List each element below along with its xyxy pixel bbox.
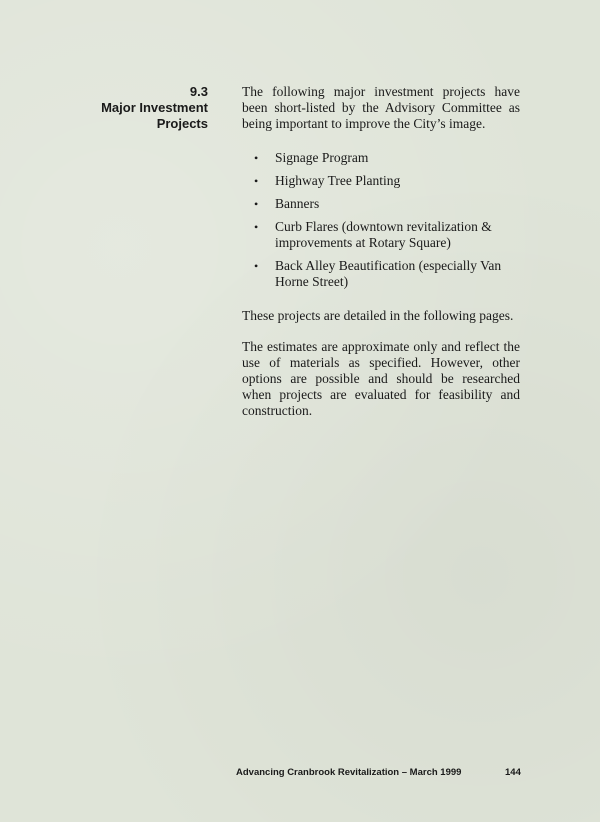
intro-paragraph: The following major investment projects have been short-listed by the Advisory Committee as being important to improve the City’s image. [242,84,520,131]
detailed-paragraph: These projects are detailed in the following pages. [242,308,514,323]
project-list [242,150,520,290]
list-item [242,196,520,212]
section-title-line-2: Projects [156,116,208,131]
list-item-text: Highway Tree Planting [275,173,401,188]
estimates-paragraph: The estimates are approximate only and reflect the use of materials as specified. However, other options are possible and should be researched when projects are evaluated for feasibility and construction. [242,339,520,418]
body-text [242,84,520,419]
list-item-text: Banners [275,196,320,211]
list-item [242,150,520,166]
bullet-icon: • [254,259,259,273]
section-heading [48,84,208,132]
list-item-text: Back Alley Beautification (especially Van Horne Street) [275,258,502,289]
list-item [242,219,520,251]
section-number: 9.3 [189,84,208,99]
list-item-text: Curb Flares (downtown revitalization & improvements at Rotary Square) [275,219,492,250]
list-item [242,173,520,189]
section-title-line-1: Major Investment [101,100,208,115]
bullet-icon: • [254,197,259,211]
bullet-icon: • [254,220,259,234]
list-item-text: Signage Program [275,150,369,165]
bullet-icon: • [254,174,259,188]
bullet-icon: • [254,151,259,165]
list-item [242,258,520,290]
page-number: 144 [505,767,521,778]
footer-title: Advancing Cranbrook Revitalization – March 1999 [236,767,462,778]
